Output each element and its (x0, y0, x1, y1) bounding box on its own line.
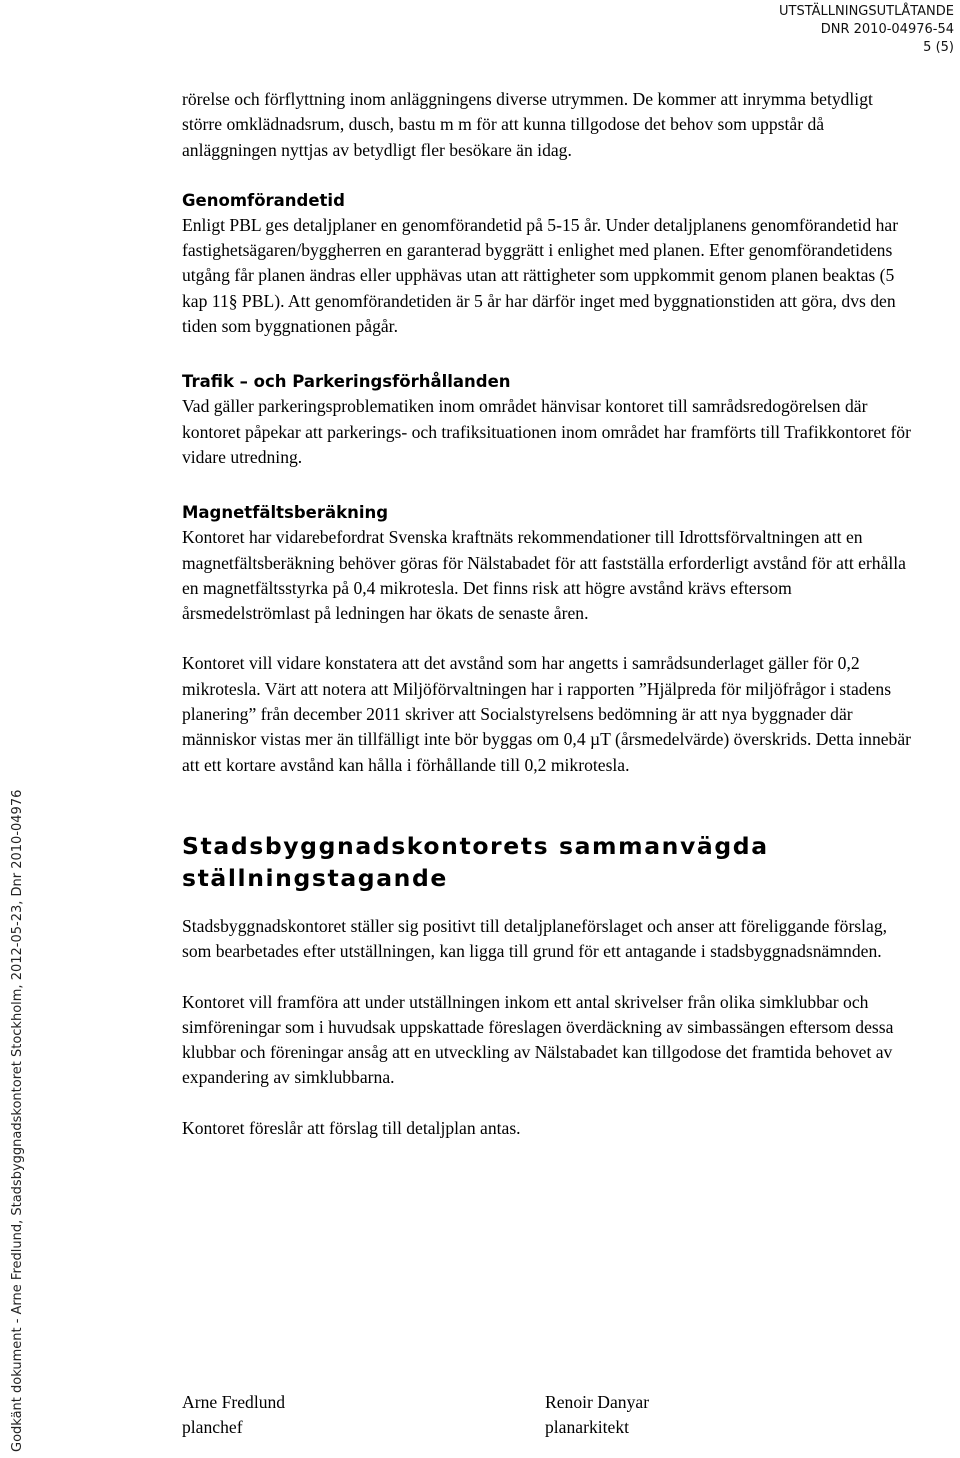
magnetfalt-paragraph-2: Kontoret vill vidare konstatera att det avstånd som har angetts i samrådsunderlaget gäller för 0,2 mikrotesla. Värt att notera att Miljöförvaltningen har i rapporten ”Hjälpreda för miljöfrågor i stadens planering” från december 2011 skriver att Socialstyrelsens bedömning är att nya byggnader där människor vistas mer än tillfälligt inte bör byggas om 0,4 µT (årsmedelvärde) överskrids. Detta innebär att ett kortare avstånd kan hålla i förhållande till 0,2 mikrotesla. (182, 653, 912, 775)
magnetfalt-paragraph-1: Kontoret har vidarebefordrat Svenska kraftnäts rekommendationer till Idrottsförvaltningen att en magnetfältsberäkning behöver göras för Nälstabadet för att fastställa erforderligt avstånd för att erhålla en magnetfältsstyrka på 0,4 mikrotesla. Det finns risk att högre avstånd krävs eftersom årsmedelströmlast på ledningen har ökats de senaste åren. (182, 527, 906, 624)
sammanvagda-paragraph-2: Kontoret vill framföra att under utställningen inkom ett antal skrivelser från olika simklubbar och simföreningar som i huvudsak uppskattade föreslagen överdäckning av simbassängen eftersom dessa klubbar och föreningar ansåg att en utveckling av Nälstabadet kan tillgodose det framtida behovet av expandering av simklubbarna. (182, 991, 894, 1088)
sammanvagda-paragraph-3: Kontoret föreslår att förslag till detaljplan antas. (182, 1117, 521, 1138)
document-type: UTSTÄLLNINGSUTLÅTANDE (779, 4, 954, 19)
page-number: 5 (5) (923, 40, 954, 55)
sammanvagda-paragraph-1: Stadsbyggnadskontoret ställer sig positivt till detaljplaneförslaget och anser att föreliggande förslag, som bearbetades efter utställningen, kan ligga till grund för ett antagande i stadsbyggnadsnämnden. (182, 915, 888, 962)
signatory-name: Renoir Danyar (545, 1392, 650, 1412)
document-body (182, 87, 912, 1141)
signature-right (545, 1390, 649, 1440)
sammanvagda-heading: Stadsbyggnadskontorets sammanvägda ställningstagande (182, 831, 769, 892)
trafik-heading: Trafik – och Parkeringsförhållanden (182, 372, 511, 392)
page-header (779, 3, 954, 57)
trafik-paragraph: Vad gäller parkeringsproblematiken inom området hänvisar kontoret till samrådsredogörelsen där kontoret påpekar att parkerings- och trafiksituationen inom området har framförts till Trafikkontoret för vidare utredning. (182, 396, 911, 467)
document-number: DNR 2010-04976-54 (820, 22, 954, 37)
signature-left (182, 1390, 285, 1440)
magnetfalt-heading: Magnetfältsberäkning (182, 503, 389, 523)
genomforandetid-paragraph: Enligt PBL ges detaljplaner en genomförandetid på 5-15 år. Under detaljplanens genomförandetid har fastighetsägaren/byggherren en garanterad byggrätt i enlighet med planen. Efter genomförandetidens utgång får planen ändras eller upphävas utan att rättigheter som uppkommit genom planen beaktas (5 kap 11§ PBL). Att genomförandetiden är 5 år har därför inget med byggnationstiden att göra, dvs den tiden som byggnationen pågår. (182, 214, 899, 337)
intro-paragraph: rörelse och förflyttning inom anläggningens diverse utrymmen. De kommer att inrymma betydligt större omklädnadsrum, dusch, bastu m m för att kunna tillgodose det behov som uppstår då anläggningen nyttjas av betydligt fler besökare än idag. (182, 89, 873, 160)
genomforandetid-heading: Genomförandetid (182, 190, 345, 210)
signatory-name: Arne Fredlund (182, 1392, 286, 1412)
signatory-title: planchef (182, 1417, 243, 1437)
signatory-title: planarkitekt (545, 1417, 630, 1437)
approval-sidebar-text: Godkänt dokument - Arne Fredlund, Stadsbyggnadskontoret Stockholm, 2012-05-23, Dnr 2010-04976 (10, 789, 25, 1452)
